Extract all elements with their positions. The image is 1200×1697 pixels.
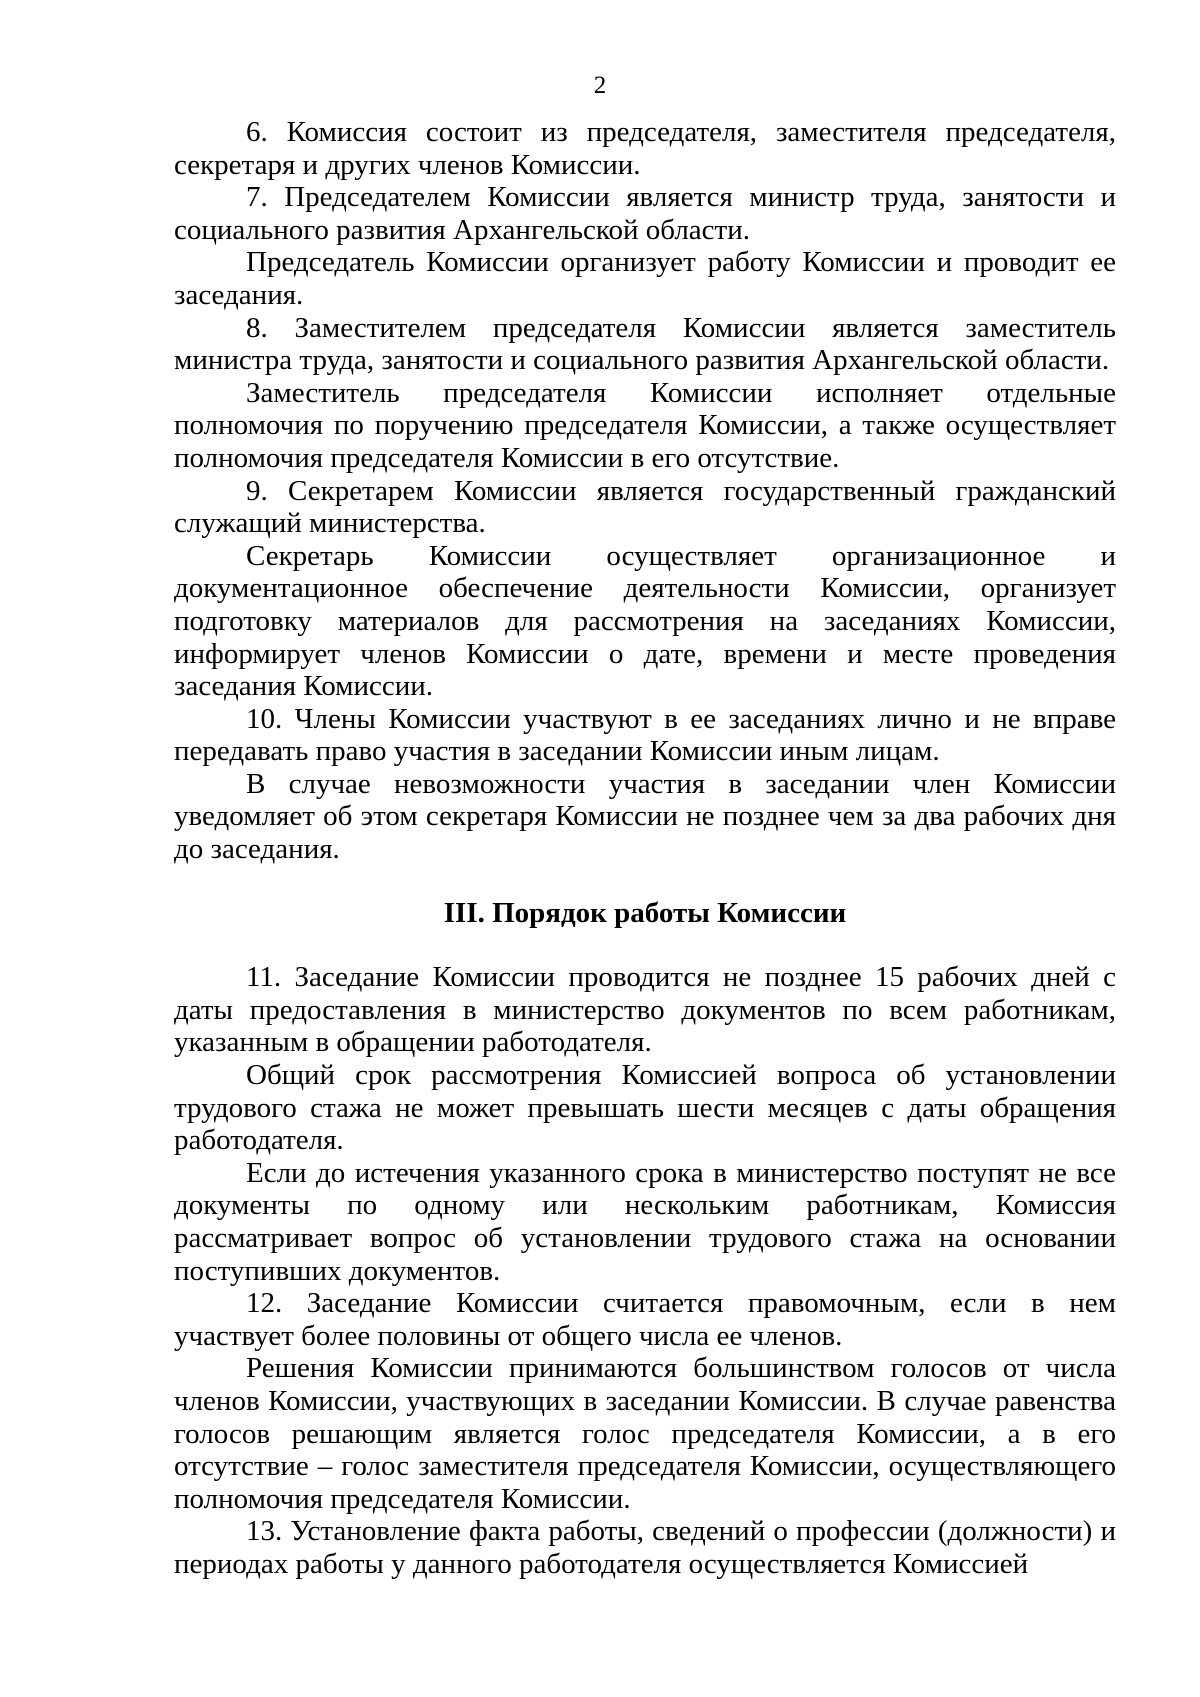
paragraph-decisions: Решения Комиссии принимаются большинством голосов от числа членов Комиссии, участвующих в заседании Комиссии. В случае равенства голосов решающим является голос председателя Комиссии, а в его отсутствие – голос заместителя председателя Комиссии, осуществляющего полномочия председателя Комиссии. [174, 1352, 1116, 1515]
paragraph-item-10: 10. Члены Комиссии участвуют в ее заседаниях лично и не вправе передавать право участия в заседании Комиссии иным лицам. [174, 702, 1116, 768]
paragraph-incomplete-documents: Если до истечения указанного срока в министерство поступят не все документы по одному или нескольким работникам, Комиссия рассматривает вопрос об установлении трудового стажа на основании поступивших документов. [174, 1156, 1116, 1287]
paragraph-absence-notice: В случае невозможности участия в заседании член Комиссии уведомляет об этом секретаря Комиссии не позднее чем за два рабочих дня до заседания. [174, 767, 1116, 866]
paragraph-deputy-duties: Заместитель председателя Комиссии исполняет отдельные полномочия по поручению председателя Комиссии, а также осуществляет полномочия председателя Комиссии в его отсутствие. [174, 376, 1116, 474]
paragraph-item-6: 6. Комиссия состоит из председателя, заместителя председателя, секретаря и других членов Комиссии. [174, 116, 1116, 181]
paragraph-item-9: 9. Секретарем Комиссии является государственный гражданский служащий министерства. [174, 474, 1116, 540]
page-number: 2 [593, 72, 607, 99]
paragraph-item-11: 11. Заседание Комиссии проводится не позднее 15 рабочих дней с даты предоставления в министерство документов по всем работникам, указанным в обращении работодателя. [174, 961, 1116, 1059]
section-heading: III. Порядок работы Комиссии [443, 896, 847, 929]
paragraph-review-period: Общий срок рассмотрения Комиссией вопроса об установлении трудового стажа не может превышать шести месяцев с даты обращения работодателя. [174, 1059, 1116, 1157]
paragraph-item-7: 7. Председателем Комиссии является министр труда, занятости и социального развития Архангельской области. [174, 181, 1116, 246]
document-body [174, 116, 1116, 1581]
paragraph-item-13: 13. Установление факта работы, сведений о профессии (должности) и периодах работы у данного работодателя осуществляется Комиссией [174, 1515, 1116, 1580]
paragraph-item-12: 12. Заседание Комиссии считается правомочным, если в нем участвует более половины от общего числа ее членов. [174, 1287, 1116, 1352]
paragraph-item-8: 8. Заместителем председателя Комиссии является заместитель министра труда, занятости и социального развития Архангельской области. [174, 311, 1116, 377]
paragraph-secretary-duties: Секретарь Комиссии осуществляет организационное и документационное обеспечение деятельности Комиссии, организует подготовку материалов для рассмотрения на заседаниях Комиссии, информирует членов Комиссии о дате, времени и месте проведения заседания Комиссии. [174, 539, 1116, 703]
paragraph-chairman-duties: Председатель Комиссии организует работу Комиссии и проводит ее заседания. [174, 246, 1116, 311]
